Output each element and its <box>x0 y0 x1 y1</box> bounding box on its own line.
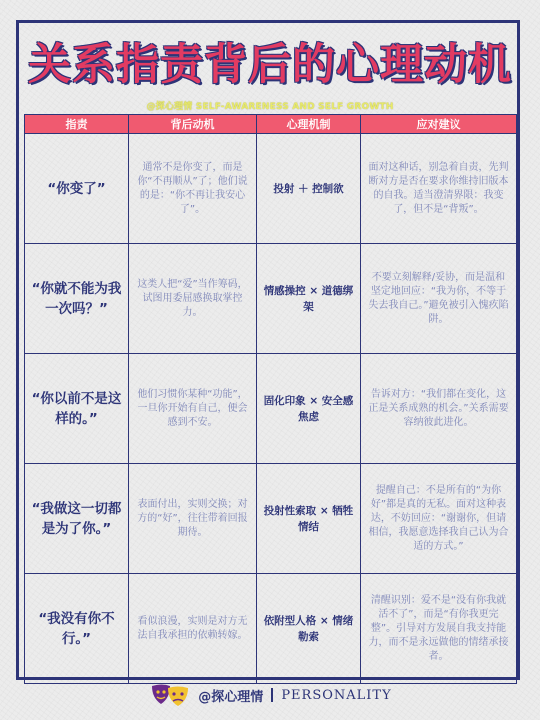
header-motive: 背后动机 <box>129 115 257 134</box>
mechanism-cell: 固化印象 × 安全感焦虑 <box>257 354 361 464</box>
mechanism-cell: 依附型人格 × 情绪勒索 <box>257 574 361 684</box>
motive-cell: 这类人把“爱”当作筹码，试图用委屈感换取掌控力。 <box>129 244 257 354</box>
accusation-cell: “你变了” <box>25 134 129 244</box>
table-row <box>25 134 517 244</box>
accusation-cell: “你就不能为我一次吗？” <box>25 244 129 354</box>
advice-cell: 提醒自己：不是所有的“为你好”都是真的无私。面对这种表达，不妨回应：“谢谢你，但请相信，我愿意选择我自己认为合适的方式。” <box>361 464 517 574</box>
motive-cell: 他们习惯你某种“功能”，一旦你开始有自己，便会感到不安。 <box>129 354 257 464</box>
table-row <box>25 464 517 574</box>
footer <box>0 680 540 710</box>
page-subtitle: @探心理情 SELF-AWARENESS AND SELF GROWTH <box>146 102 394 112</box>
motive-cell: 看似浪漫，实则是对方无法自我承担的依赖转嫁。 <box>129 574 257 684</box>
accusation-cell: “你以前不是这样的。” <box>25 354 129 464</box>
table-row <box>25 574 517 684</box>
mechanism-cell: 投射性索取 × 牺牲情结 <box>257 464 361 574</box>
page-title: 关系指责背后的心理动机 <box>28 40 512 90</box>
mechanism-cell: 投射 ＋ 控制欲 <box>257 134 361 244</box>
header-mechanism: 心理机制 <box>257 115 361 134</box>
advice-cell: 面对这种话，别急着自责，先判断对方是否在要求你维持旧版本的自我。适当澄清界限：我变了，但不是“背叛”。 <box>361 134 517 244</box>
footer-divider <box>271 688 273 702</box>
theater-masks-icon <box>148 682 192 708</box>
advice-cell: 不要立刻解释/妥协，而是温和坚定地回应：“我为你，不等于失去我自己。”避免被引入愧疚陷阱。 <box>361 244 517 354</box>
table-row <box>25 354 517 464</box>
motive-cell: 表面付出，实则交换；对方的“好”，往往带着回报期待。 <box>129 464 257 574</box>
advice-cell: 清醒识别：爱不是“没有你我就活不了”，而是“有你我更完整”。引导对方发展自我支持能力，而不是永远做他的情绪承接者。 <box>361 574 517 684</box>
motive-cell: 通常不是你变了，而是你“不再顺从”了；他们说的是：“你不再让我安心了”。 <box>129 134 257 244</box>
table-row <box>25 244 517 354</box>
footer-english: PERSONALITY <box>281 687 392 703</box>
footer-brand: @探心理情 <box>198 689 264 705</box>
advice-cell: 告诉对方：“我们都在变化，这正是关系成熟的机会。”关系需要容纳彼此进化。 <box>361 354 517 464</box>
header-accusation: 指责 <box>25 115 129 134</box>
mechanism-cell: 情感操控 × 道德绑架 <box>257 244 361 354</box>
header-advice: 应对建议 <box>361 115 517 134</box>
table-header-row <box>25 115 517 134</box>
accusation-cell: “我没有你不行。” <box>25 574 129 684</box>
accusation-cell: “我做这一切都是为了你。” <box>25 464 129 574</box>
motive-table <box>24 114 517 684</box>
